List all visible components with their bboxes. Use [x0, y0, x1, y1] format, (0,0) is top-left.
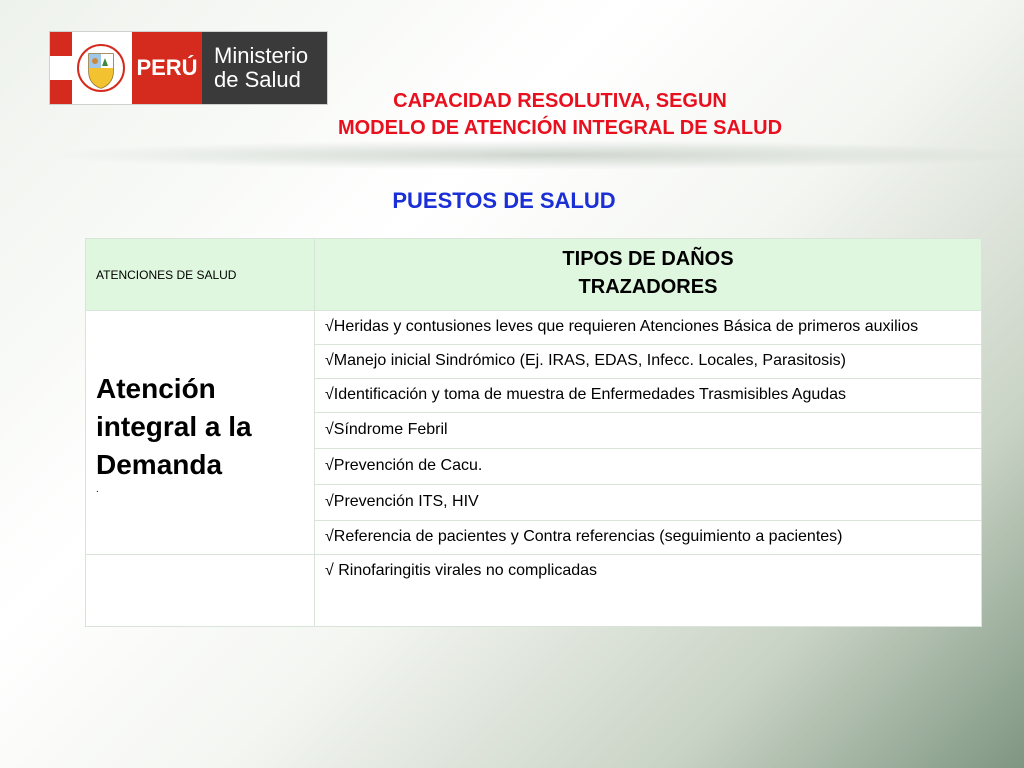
list-item: √Prevención de Cacu. — [315, 449, 982, 485]
empty-cell — [86, 555, 315, 627]
attention-table — [85, 238, 982, 627]
ministry-name-line2: de Salud — [214, 67, 301, 92]
category-label-line3: Demanda — [96, 448, 223, 480]
slide-title-line1: CAPACIDAD RESOLUTIVA, SEGUN — [393, 90, 727, 112]
ministry-name-line1: Ministerio — [214, 43, 309, 68]
category-dot: . — [96, 483, 99, 495]
background-swoosh — [40, 140, 1024, 170]
header-damage-types — [315, 239, 982, 311]
list-item: √Heridas y contusiones leves que requieren Atenciones Básica de primeros auxilios — [315, 311, 982, 345]
slide-subtitle: PUESTOS DE SALUD — [392, 188, 616, 213]
table-row — [86, 311, 982, 345]
peru-label: PERÚ — [130, 32, 202, 104]
list-item: √Identificación y toma de muestra de Enfermedades Trasmisibles Agudas — [315, 379, 982, 413]
header-attentions: ATENCIONES DE SALUD — [86, 239, 315, 311]
list-item: √ Rinofaringitis virales no complicadas — [315, 555, 982, 627]
table-header-row — [86, 239, 982, 311]
category-label-line1: Atención — [96, 372, 216, 404]
list-item: √Referencia de pacientes y Contra referencias (seguimiento a pacientes) — [315, 521, 982, 555]
list-item: √Prevención ITS, HIV — [315, 485, 982, 521]
header-damage-types-line2: TRAZADORES — [578, 276, 718, 298]
list-item: √Síndrome Febril — [315, 413, 982, 449]
list-item: √Manejo inicial Sindrómico (Ej. IRAS, EDAS, Infecc. Locales, Parasitosis) — [315, 345, 982, 379]
header-damage-types-line1: TIPOS DE DAÑOS — [562, 248, 734, 270]
slide-title-line2: MODELO DE ATENCIÓN INTEGRAL DE SALUD — [337, 117, 783, 139]
table-row — [86, 555, 982, 627]
category-label-line2: integral a la — [96, 410, 252, 442]
left-category-cell — [86, 311, 315, 555]
